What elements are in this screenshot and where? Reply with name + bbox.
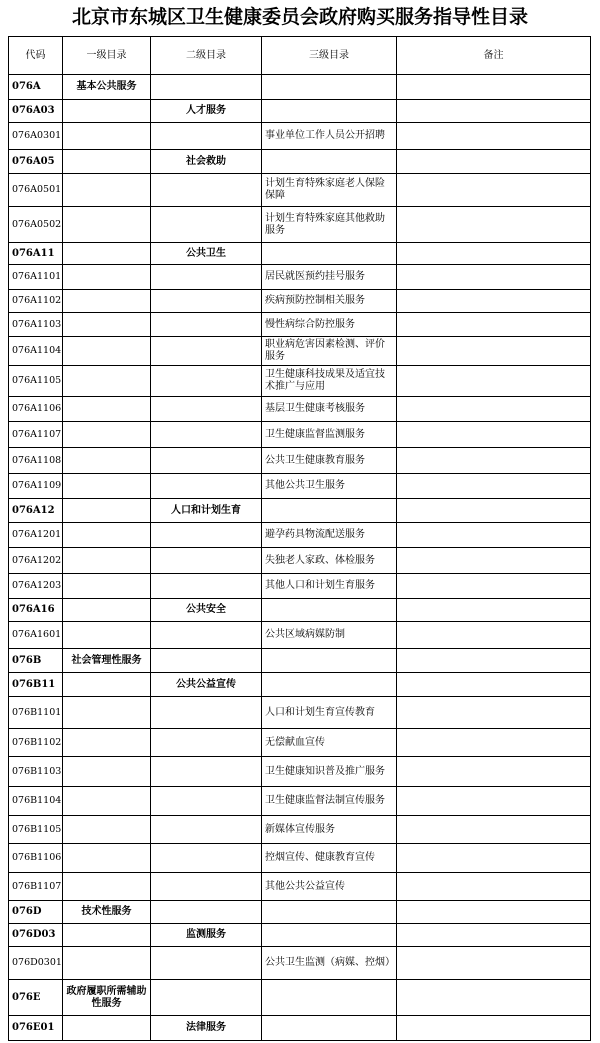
remarks-cell [397, 901, 591, 924]
level3-cell [262, 649, 397, 673]
level1-cell [63, 397, 151, 422]
level3-cell [262, 499, 397, 523]
table-row [9, 816, 591, 844]
table-row [9, 474, 591, 499]
level3-cell: 计划生育特殊家庭其他救助服务 [262, 207, 397, 243]
level1-cell [63, 265, 151, 290]
level3-cell: 职业病危害因素检测、评价服务 [262, 337, 397, 366]
level3-cell: 卫生健康监督监测服务 [262, 422, 397, 448]
table-row [9, 574, 591, 599]
code-cell: 076A0502 [9, 207, 63, 243]
remarks-cell [397, 729, 591, 757]
table-row [9, 397, 591, 422]
code-cell: 076A1105 [9, 366, 63, 397]
level2-cell [151, 729, 262, 757]
code-cell: 076B [9, 649, 63, 673]
level2-cell [151, 697, 262, 729]
remarks-cell [397, 548, 591, 574]
table-row [9, 1016, 591, 1041]
remarks-cell [397, 422, 591, 448]
level1-cell [63, 123, 151, 150]
level1-cell [63, 787, 151, 816]
code-cell: 076B1104 [9, 787, 63, 816]
code-cell: 076B1103 [9, 757, 63, 787]
level1-cell [63, 574, 151, 599]
table-row [9, 75, 591, 100]
remarks-cell [397, 873, 591, 901]
header-level2: 二级目录 [151, 37, 262, 75]
table-row [9, 548, 591, 574]
remarks-cell [397, 844, 591, 873]
table-row [9, 243, 591, 265]
level2-cell [151, 123, 262, 150]
catalog-table [8, 36, 591, 1041]
table-row [9, 901, 591, 924]
code-cell: 076A0501 [9, 174, 63, 207]
table-row [9, 499, 591, 523]
level2-cell [151, 548, 262, 574]
level2-cell: 法律服务 [151, 1016, 262, 1041]
table-row [9, 673, 591, 697]
level3-cell: 避孕药具物流配送服务 [262, 523, 397, 548]
code-cell: 076A1108 [9, 448, 63, 474]
level3-cell: 控烟宣传、健康教育宣传 [262, 844, 397, 873]
level3-cell: 失独老人家政、体检服务 [262, 548, 397, 574]
level3-cell: 公共区域病媒防制 [262, 622, 397, 649]
remarks-cell [397, 313, 591, 337]
table-row [9, 873, 591, 901]
level3-cell [262, 1016, 397, 1041]
level3-cell [262, 673, 397, 697]
level2-cell [151, 422, 262, 448]
level2-cell: 监测服务 [151, 924, 262, 947]
remarks-cell [397, 397, 591, 422]
level1-cell [63, 816, 151, 844]
code-cell: 076A1106 [9, 397, 63, 422]
remarks-cell [397, 366, 591, 397]
level2-cell [151, 337, 262, 366]
level3-cell: 事业单位工作人员公开招聘 [262, 123, 397, 150]
level1-cell [63, 523, 151, 548]
level3-cell: 卫生健康科技成果及适宜技术推广与应用 [262, 366, 397, 397]
remarks-cell [397, 947, 591, 980]
table-row [9, 757, 591, 787]
level2-cell [151, 290, 262, 313]
level2-cell [151, 397, 262, 422]
level1-cell: 技术性服务 [63, 901, 151, 924]
table-row [9, 100, 591, 123]
level1-cell: 社会管理性服务 [63, 649, 151, 673]
remarks-cell [397, 1016, 591, 1041]
level3-cell [262, 599, 397, 622]
table-row [9, 729, 591, 757]
code-cell: 076D [9, 901, 63, 924]
code-cell: 076A1601 [9, 622, 63, 649]
level1-cell [63, 499, 151, 523]
table-row [9, 787, 591, 816]
level1-cell [63, 924, 151, 947]
level2-cell [151, 787, 262, 816]
code-cell: 076E [9, 980, 63, 1016]
level1-cell [63, 474, 151, 499]
remarks-cell [397, 924, 591, 947]
level1-cell [63, 337, 151, 366]
table-row [9, 599, 591, 622]
level2-cell [151, 574, 262, 599]
level2-cell: 人口和计划生育 [151, 499, 262, 523]
level2-cell [151, 980, 262, 1016]
table-row [9, 174, 591, 207]
code-cell: 076A0301 [9, 123, 63, 150]
table-row [9, 265, 591, 290]
level2-cell [151, 649, 262, 673]
code-cell: 076A1109 [9, 474, 63, 499]
remarks-cell [397, 980, 591, 1016]
level2-cell: 人才服务 [151, 100, 262, 123]
level3-cell: 卫生健康知识普及推广服务 [262, 757, 397, 787]
code-cell: 076B1106 [9, 844, 63, 873]
level2-cell [151, 873, 262, 901]
level3-cell [262, 100, 397, 123]
level3-cell: 公共卫生健康教育服务 [262, 448, 397, 474]
level2-cell [151, 313, 262, 337]
level2-cell [151, 901, 262, 924]
remarks-cell [397, 574, 591, 599]
level3-cell: 基层卫生健康考核服务 [262, 397, 397, 422]
page-title: 北京市东城区卫生健康委员会政府购买服务指导性目录 [71, 6, 528, 28]
table-row [9, 207, 591, 243]
level3-cell: 疾病预防控制相关服务 [262, 290, 397, 313]
level1-cell [63, 873, 151, 901]
level1-cell [63, 599, 151, 622]
level1-cell: 基本公共服务 [63, 75, 151, 100]
level3-cell: 卫生健康监督法制宣传服务 [262, 787, 397, 816]
level2-cell: 公共公益宣传 [151, 673, 262, 697]
code-cell: 076D0301 [9, 947, 63, 980]
remarks-cell [397, 243, 591, 265]
header-remarks: 备注 [397, 37, 591, 75]
remarks-cell [397, 474, 591, 499]
table-row [9, 980, 591, 1016]
level3-cell: 其他人口和计划生育服务 [262, 574, 397, 599]
level1-cell [63, 313, 151, 337]
level2-cell [151, 844, 262, 873]
code-cell: 076A12 [9, 499, 63, 523]
remarks-cell [397, 290, 591, 313]
remarks-cell [397, 649, 591, 673]
remarks-cell [397, 499, 591, 523]
level1-cell [63, 757, 151, 787]
code-cell: 076B1102 [9, 729, 63, 757]
level3-cell [262, 901, 397, 924]
remarks-cell [397, 75, 591, 100]
level3-cell: 新媒体宣传服务 [262, 816, 397, 844]
level1-cell [63, 622, 151, 649]
code-cell: 076D03 [9, 924, 63, 947]
level3-cell [262, 243, 397, 265]
level2-cell [151, 947, 262, 980]
table-row [9, 697, 591, 729]
remarks-cell [397, 150, 591, 174]
level3-cell: 无偿献血宣传 [262, 729, 397, 757]
header-row [9, 37, 591, 75]
level1-cell [63, 150, 151, 174]
level2-cell [151, 366, 262, 397]
level2-cell: 社会救助 [151, 150, 262, 174]
level2-cell [151, 207, 262, 243]
code-cell: 076A [9, 75, 63, 100]
remarks-cell [397, 448, 591, 474]
code-cell: 076A1107 [9, 422, 63, 448]
remarks-cell [397, 337, 591, 366]
table-row [9, 337, 591, 366]
code-cell: 076A1104 [9, 337, 63, 366]
remarks-cell [397, 523, 591, 548]
table-row [9, 924, 591, 947]
level3-cell: 其他公共卫生服务 [262, 474, 397, 499]
level1-cell [63, 947, 151, 980]
code-cell: 076A1201 [9, 523, 63, 548]
level2-cell [151, 622, 262, 649]
level3-cell: 人口和计划生育宣传教育 [262, 697, 397, 729]
level1-cell [63, 100, 151, 123]
level2-cell [151, 265, 262, 290]
remarks-cell [397, 174, 591, 207]
code-cell: 076A1101 [9, 265, 63, 290]
level1-cell [63, 174, 151, 207]
code-cell: 076B11 [9, 673, 63, 697]
level2-cell [151, 816, 262, 844]
remarks-cell [397, 697, 591, 729]
table-row [9, 313, 591, 337]
level1-cell [63, 422, 151, 448]
code-cell: 076A1103 [9, 313, 63, 337]
code-cell: 076B1107 [9, 873, 63, 901]
level1-cell [63, 1016, 151, 1041]
remarks-cell [397, 622, 591, 649]
level1-cell [63, 207, 151, 243]
table-row [9, 844, 591, 873]
level2-cell [151, 757, 262, 787]
table-row [9, 422, 591, 448]
remarks-cell [397, 265, 591, 290]
level1-cell: 政府履职所需辅助性服务 [63, 980, 151, 1016]
code-cell: 076A1102 [9, 290, 63, 313]
level1-cell [63, 243, 151, 265]
level2-cell [151, 75, 262, 100]
level1-cell [63, 697, 151, 729]
level3-cell: 公共卫生监测（病媒、控烟） [262, 947, 397, 980]
remarks-cell [397, 787, 591, 816]
level3-cell [262, 75, 397, 100]
table-row [9, 290, 591, 313]
level1-cell [63, 548, 151, 574]
level3-cell: 居民就医预约挂号服务 [262, 265, 397, 290]
code-cell: 076A05 [9, 150, 63, 174]
level2-cell [151, 474, 262, 499]
table-row [9, 523, 591, 548]
level3-cell [262, 924, 397, 947]
header-code: 代码 [9, 37, 63, 75]
code-cell: 076A16 [9, 599, 63, 622]
table-row [9, 448, 591, 474]
level2-cell: 公共卫生 [151, 243, 262, 265]
level1-cell [63, 290, 151, 313]
level3-cell: 慢性病综合防控服务 [262, 313, 397, 337]
remarks-cell [397, 673, 591, 697]
remarks-cell [397, 599, 591, 622]
level1-cell [63, 673, 151, 697]
code-cell: 076A1203 [9, 574, 63, 599]
level2-cell [151, 174, 262, 207]
level2-cell: 公共安全 [151, 599, 262, 622]
level1-cell [63, 844, 151, 873]
code-cell: 076A11 [9, 243, 63, 265]
code-cell: 076A1202 [9, 548, 63, 574]
header-level3: 三级目录 [262, 37, 397, 75]
level3-cell: 其他公共公益宣传 [262, 873, 397, 901]
header-level1: 一级目录 [63, 37, 151, 75]
table-row [9, 366, 591, 397]
code-cell: 076E01 [9, 1016, 63, 1041]
remarks-cell [397, 757, 591, 787]
level2-cell [151, 523, 262, 548]
remarks-cell [397, 207, 591, 243]
table-row [9, 123, 591, 150]
remarks-cell [397, 100, 591, 123]
level3-cell: 计划生育特殊家庭老人保险保障 [262, 174, 397, 207]
table-body [9, 75, 591, 1041]
level1-cell [63, 448, 151, 474]
table-row [9, 649, 591, 673]
level1-cell [63, 366, 151, 397]
remarks-cell [397, 123, 591, 150]
table-row [9, 150, 591, 174]
level2-cell [151, 448, 262, 474]
code-cell: 076A03 [9, 100, 63, 123]
table-row [9, 947, 591, 980]
level3-cell [262, 980, 397, 1016]
code-cell: 076B1105 [9, 816, 63, 844]
code-cell: 076B1101 [9, 697, 63, 729]
level1-cell [63, 729, 151, 757]
level3-cell [262, 150, 397, 174]
remarks-cell [397, 816, 591, 844]
table-row [9, 622, 591, 649]
